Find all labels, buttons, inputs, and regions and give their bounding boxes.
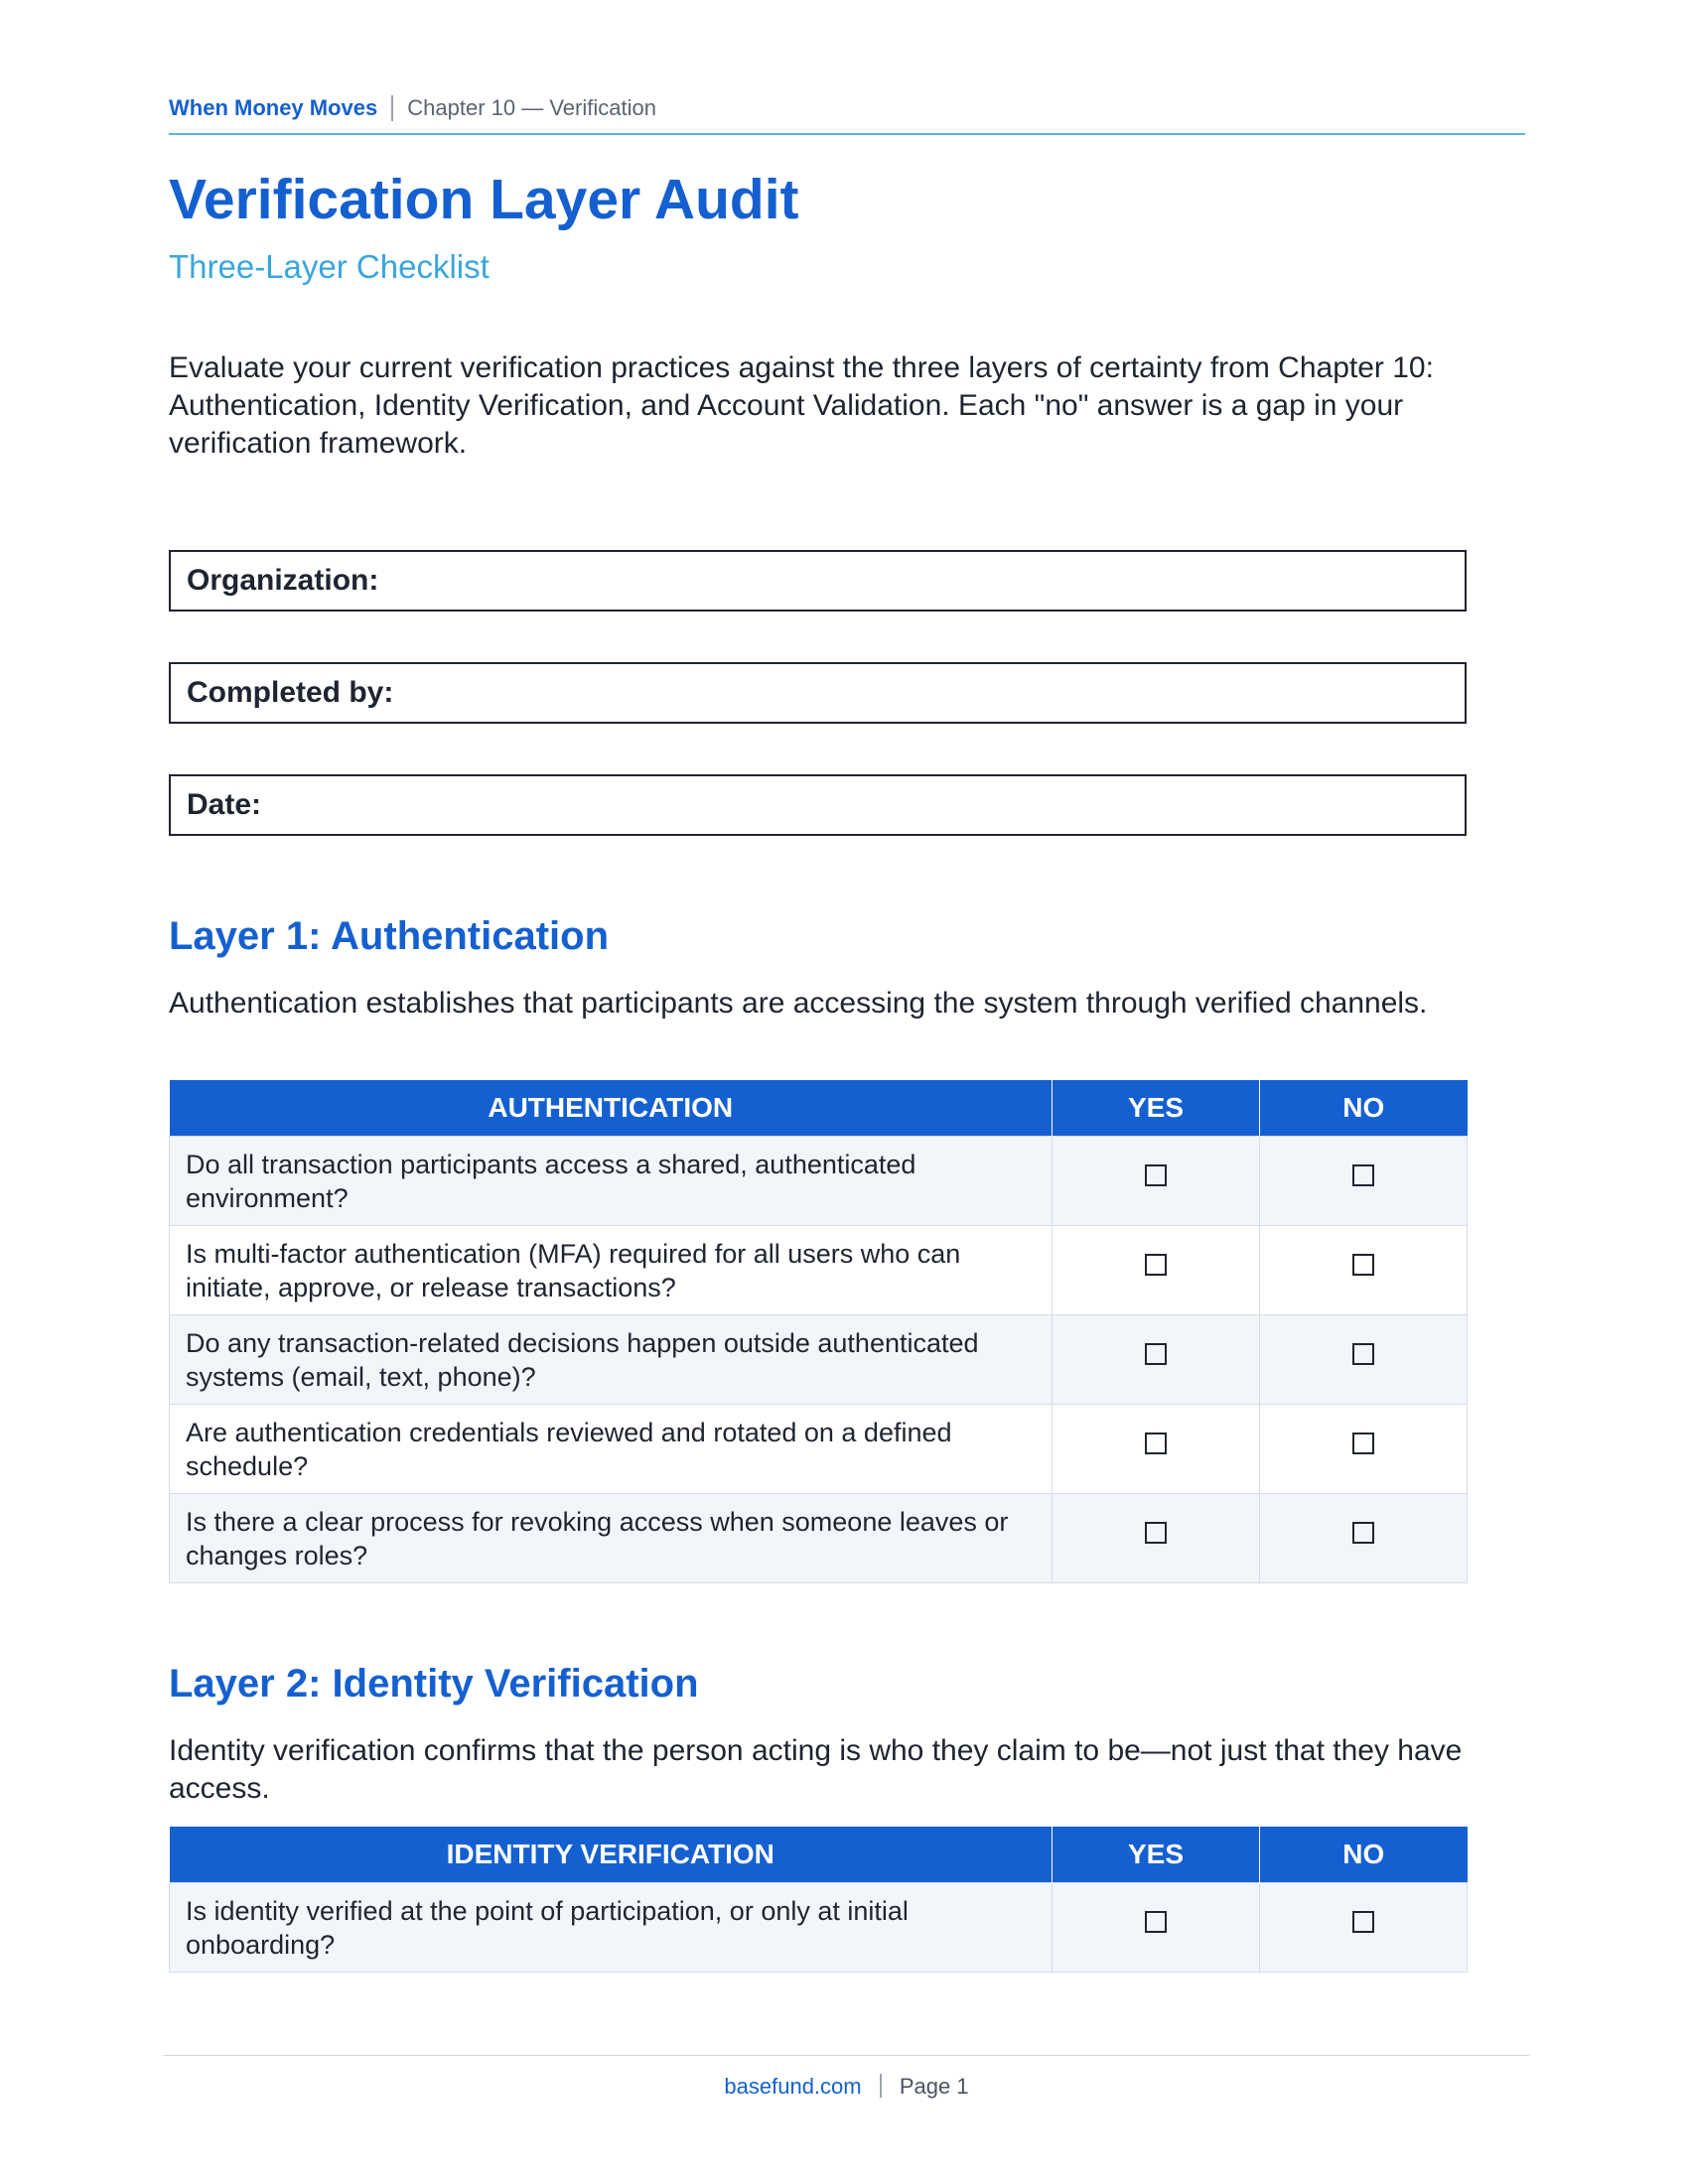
yes-checkbox[interactable] [1145, 1343, 1167, 1365]
page-subtitle: Three-Layer Checklist [169, 248, 490, 285]
completed-by-field[interactable] [169, 662, 1467, 724]
table-header-row [170, 1827, 1468, 1882]
layer1-title: Layer 1: Authentication [169, 914, 610, 958]
question-text: Is there a clear process for revoking access when someone leaves or changes roles? [170, 1493, 1053, 1582]
table-row [170, 1136, 1468, 1225]
no-cell [1260, 1314, 1468, 1404]
authentication-table [169, 1080, 1468, 1583]
no-checkbox[interactable] [1352, 1911, 1374, 1933]
chapter-label: Chapter 10 — Verification [407, 95, 656, 120]
yes-cell [1053, 1136, 1260, 1225]
no-checkbox[interactable] [1352, 1522, 1374, 1544]
yes-checkbox[interactable] [1145, 1522, 1167, 1544]
no-checkbox[interactable] [1352, 1164, 1374, 1186]
question-text: Do any transaction-related decisions happen outside authenticated systems (email, text, phone)? [170, 1314, 1053, 1404]
book-title: When Money Moves [169, 95, 378, 120]
question-text: Is identity verified at the point of participation, or only at initial onboarding? [170, 1882, 1053, 1972]
layer2-title: Layer 2: Identity Verification [169, 1662, 699, 1706]
table-row [170, 1882, 1468, 1972]
yes-cell [1053, 1493, 1260, 1582]
table-row [170, 1493, 1468, 1582]
yes-checkbox[interactable] [1145, 1433, 1167, 1454]
table-row [170, 1314, 1468, 1404]
table-row [170, 1404, 1468, 1493]
no-checkbox[interactable] [1352, 1343, 1374, 1365]
layer2-description: Identity verification confirms that the person acting is who they claim to be—not just that they have access. [169, 1734, 1463, 1805]
no-checkbox[interactable] [1352, 1433, 1374, 1454]
yes-cell [1053, 1882, 1260, 1972]
yes-checkbox[interactable] [1145, 1254, 1167, 1276]
no-cell [1260, 1225, 1468, 1314]
date-field[interactable] [169, 774, 1467, 836]
column-header-no: NO [1260, 1827, 1468, 1882]
column-header-identity-verification: IDENTITY VERIFICATION [170, 1827, 1053, 1882]
identity-verification-table [169, 1827, 1468, 1973]
column-header-yes: YES [1053, 1080, 1260, 1136]
table-row [170, 1225, 1468, 1314]
column-header-authentication: AUTHENTICATION [170, 1080, 1053, 1136]
question-text: Is multi-factor authentication (MFA) required for all users who can initiate, approve, or release transactions? [170, 1225, 1053, 1314]
column-header-no: NO [1260, 1080, 1468, 1136]
header-divider [391, 95, 393, 121]
column-header-yes: YES [1053, 1827, 1260, 1882]
page-title: Verification Layer Audit [169, 168, 799, 231]
completed-by-label: Completed by: [187, 676, 394, 709]
yes-cell [1053, 1404, 1260, 1493]
question-text: Are authentication credentials reviewed and rotated on a defined schedule? [170, 1404, 1053, 1493]
footer-divider [880, 2074, 882, 2098]
intro-paragraph: Evaluate your current verification practices against the three layers of certainty from Chapter 10: Authentication, Identity Verification, and Account Validation. Each "no" answer is a gap in your verification framework. [169, 351, 1434, 460]
organization-label: Organization: [187, 564, 379, 597]
no-cell [1260, 1404, 1468, 1493]
no-cell [1260, 1882, 1468, 1972]
date-label: Date: [187, 788, 262, 821]
yes-checkbox[interactable] [1145, 1164, 1167, 1186]
yes-cell [1053, 1314, 1260, 1404]
footer-site-link[interactable]: basefund.com [724, 2074, 862, 2099]
no-cell [1260, 1493, 1468, 1582]
layer1-description: Authentication establishes that participants are accessing the system through verified channels. [169, 987, 1428, 1020]
no-checkbox[interactable] [1352, 1254, 1374, 1276]
question-text: Do all transaction participants access a shared, authenticated environment? [170, 1136, 1053, 1225]
page-number: Page 1 [899, 2074, 969, 2099]
table-header-row [170, 1080, 1468, 1136]
yes-checkbox[interactable] [1145, 1911, 1167, 1933]
organization-field[interactable] [169, 550, 1467, 612]
yes-cell [1053, 1225, 1260, 1314]
page-footer [164, 2055, 1529, 2100]
no-cell [1260, 1136, 1468, 1225]
running-header [169, 95, 1525, 135]
